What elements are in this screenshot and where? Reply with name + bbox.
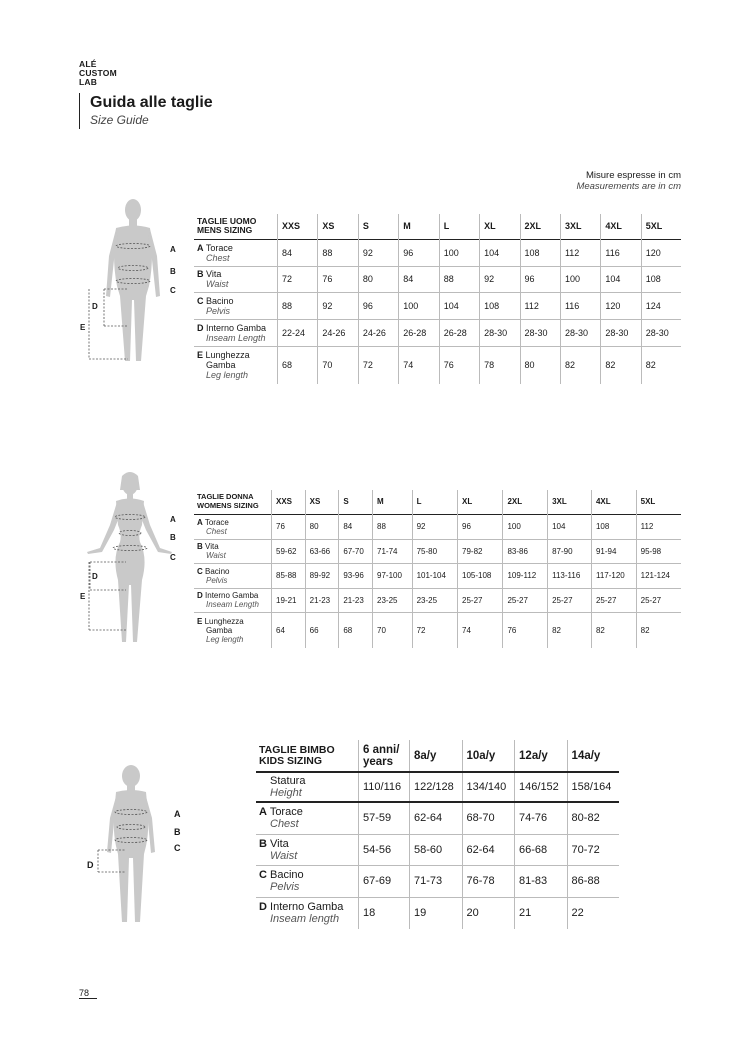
size-header: 5XL <box>640 497 656 507</box>
cell: 108 <box>520 239 560 266</box>
table-row <box>256 802 619 834</box>
page-subtitle: Size Guide <box>90 113 149 127</box>
row-label-text: Bacino <box>270 869 304 881</box>
women-marker-b: B <box>170 533 176 542</box>
row-label <box>256 865 359 897</box>
row-label-it <box>197 296 277 306</box>
cell: 122/128 <box>410 772 463 802</box>
men-marker-b: B <box>170 267 176 276</box>
size-header: 10a/y <box>462 740 515 772</box>
row-label-en: Waist <box>270 849 298 862</box>
cell: 58-60 <box>410 834 463 865</box>
row-label-en: Leg length <box>206 370 249 381</box>
cell: 86-88 <box>571 875 600 887</box>
cell: 62-64 <box>410 802 463 834</box>
cell: 113-116 <box>548 563 592 588</box>
cell: 70-72 <box>571 843 600 856</box>
size-header: 3XL <box>560 214 600 239</box>
cell: 104 <box>548 514 592 539</box>
row-label-text: Interno Gamba <box>205 591 259 600</box>
size-header: 5XL <box>645 221 663 232</box>
row-letter: D <box>197 591 203 600</box>
size-header: S <box>339 490 373 514</box>
row-letter: E <box>197 350 204 361</box>
cell: 96 <box>458 514 503 539</box>
size-header: M <box>399 214 439 239</box>
row-label-it <box>259 806 358 818</box>
cell: 82 <box>560 346 600 384</box>
kids-marker-b: B <box>174 827 181 837</box>
kids-marker-d: D <box>87 860 94 870</box>
cell: 24-26 <box>318 319 358 346</box>
units-note <box>576 170 681 192</box>
table-row <box>194 563 681 588</box>
table-row <box>256 865 619 897</box>
cell: 82 <box>601 346 641 384</box>
row-label-en: Inseam Length <box>206 332 266 343</box>
men-marker-a: A <box>170 245 176 254</box>
row-letter: A <box>197 242 204 253</box>
row-label-line2: Gamba <box>206 625 233 635</box>
row-label <box>194 239 278 266</box>
cell: 74 <box>458 612 503 648</box>
men-table-heading <box>194 214 278 239</box>
cell: 63-66 <box>305 539 339 563</box>
table-row <box>194 588 681 612</box>
cell: 104 <box>480 239 520 266</box>
cell: 68 <box>278 346 318 384</box>
table-row <box>256 834 619 865</box>
table-row <box>194 239 681 266</box>
row-label-it <box>259 869 358 881</box>
row-label <box>194 346 278 384</box>
row-label-it <box>197 617 271 626</box>
row-label-it <box>197 591 271 600</box>
cell: 70 <box>318 346 358 384</box>
cell: 28-30 <box>645 327 669 338</box>
row-label-text: Torace <box>204 517 229 527</box>
cell: 146/152 <box>515 772 568 802</box>
cell: 68 <box>339 612 373 648</box>
cell: 110/116 <box>359 772 410 802</box>
women-silhouette <box>80 470 180 650</box>
cell: 19 <box>410 897 463 929</box>
row-label-it <box>197 243 277 253</box>
cell: 28-30 <box>520 319 560 346</box>
row-label-it <box>197 518 271 527</box>
row-label-it <box>197 350 277 360</box>
cell: 88 <box>278 292 318 319</box>
cell: 84 <box>339 514 373 539</box>
men-marker-d: D <box>92 302 98 311</box>
size-header: XS <box>318 214 358 239</box>
cell: 104 <box>439 292 479 319</box>
row-label-en: Inseam length <box>270 913 340 926</box>
page-number: 78 <box>79 988 90 998</box>
table-row <box>194 292 681 319</box>
cell: 89-92 <box>305 563 339 588</box>
cell: 108 <box>645 274 661 284</box>
table-header-row <box>194 214 681 239</box>
row-label-en: Leg length <box>206 634 244 644</box>
row-label <box>194 563 272 588</box>
cell: 74-76 <box>515 802 568 834</box>
size-header: 14a/y <box>571 749 601 762</box>
row-label <box>194 588 272 612</box>
title-block <box>79 93 213 129</box>
row-letter: A <box>197 517 203 527</box>
row-label-en: Pelvis <box>270 881 300 893</box>
cell: 18 <box>359 897 410 929</box>
cell: 80 <box>520 346 560 384</box>
row-label-en: Chest <box>206 252 230 263</box>
cell: 25-27 <box>548 588 592 612</box>
row-label-text: Bacino <box>206 295 234 306</box>
row-label-it <box>197 567 271 576</box>
women-marker-e: E <box>80 592 86 601</box>
cell: 100 <box>439 239 479 266</box>
women-marker-d: D <box>92 572 98 581</box>
row-letter: C <box>197 295 204 306</box>
row-letter: B <box>197 269 204 279</box>
cell: 76 <box>439 346 479 384</box>
cell: 62-64 <box>462 834 515 865</box>
size-header: 2XL <box>520 214 560 239</box>
cell: 76 <box>318 266 358 292</box>
table-row <box>256 772 619 802</box>
women-table-heading <box>194 490 272 514</box>
page-title: Guida alle taglie <box>90 94 213 111</box>
men-heading-it: TAGLIE UOMO <box>197 216 257 227</box>
row-letter: C <box>259 869 267 881</box>
cell: 76-78 <box>462 865 515 897</box>
cell: 59-62 <box>272 539 306 563</box>
size-header: 3XL <box>548 490 592 514</box>
men-heading-en: MENS SIZING <box>197 225 253 236</box>
cell: 28-30 <box>560 319 600 346</box>
row-label-text: Torace <box>205 242 233 253</box>
row-label-it <box>197 323 277 333</box>
row-label-en: Inseam Length <box>206 600 259 609</box>
row-label-text: Lunghezza <box>205 350 250 361</box>
cell: 82 <box>640 625 650 635</box>
table-row <box>194 514 681 539</box>
row-label-text: Torace <box>269 806 303 819</box>
cell: 74 <box>399 346 439 384</box>
women-marker-a: A <box>170 515 176 524</box>
size-header: 6 anni/ years <box>359 740 410 772</box>
row-label-en: Chest <box>270 818 299 831</box>
cell: 64 <box>272 612 306 648</box>
cell: 79-82 <box>458 539 503 563</box>
cell: 124 <box>645 300 661 311</box>
cell: 25-27 <box>640 595 662 605</box>
cell: 78 <box>480 346 520 384</box>
cell: 80 <box>305 514 339 539</box>
cell: 66-68 <box>515 834 568 865</box>
row-label-en: Chest <box>206 526 227 536</box>
row-label-it <box>197 542 271 551</box>
table-row <box>194 539 681 563</box>
cell: 82 <box>548 612 592 648</box>
cell: 25-27 <box>503 588 548 612</box>
cell: 87-90 <box>548 539 592 563</box>
cell: 21-23 <box>339 588 373 612</box>
row-letter: B <box>259 837 267 850</box>
size-header: L <box>439 214 479 239</box>
cell: 26-28 <box>439 319 479 346</box>
row-label-en: Height <box>270 787 302 799</box>
men-size-table <box>194 214 681 384</box>
cell: 21 <box>515 897 568 929</box>
cell: 85-88 <box>272 563 306 588</box>
table-header-row <box>194 490 681 514</box>
size-header: 2XL <box>503 490 548 514</box>
table-row <box>256 897 619 929</box>
cell: 71-74 <box>373 539 413 563</box>
row-label <box>194 292 278 319</box>
row-label <box>194 266 278 292</box>
cell: 100 <box>560 266 600 292</box>
row-label-text: Lunghezza <box>204 616 244 626</box>
cell: 22 <box>571 907 584 920</box>
size-header: M <box>373 490 413 514</box>
size-header: 12a/y <box>515 740 568 772</box>
row-label-en: Pelvis <box>206 305 231 316</box>
cell: 82 <box>591 612 636 648</box>
brand-line-1: ALÉ <box>79 59 97 69</box>
cell: 22-24 <box>278 319 318 346</box>
size-header: XXS <box>272 490 306 514</box>
row-label-text: Vita <box>206 269 222 279</box>
cell: 121-124 <box>640 571 670 580</box>
cell: 72 <box>278 266 318 292</box>
cell: 117-120 <box>591 563 636 588</box>
cell: 101-104 <box>412 563 457 588</box>
row-label-line2: Gamba <box>206 360 236 371</box>
row-label <box>256 834 359 865</box>
cell: 108 <box>480 292 520 319</box>
units-note-en: Measurements are in cm <box>576 181 681 192</box>
cell: 28-30 <box>480 319 520 346</box>
cell: 82 <box>645 360 656 371</box>
cell: 88 <box>373 514 413 539</box>
cell: 25-27 <box>591 588 636 612</box>
cell: 92 <box>480 266 520 292</box>
cell: 26-28 <box>399 319 439 346</box>
cell: 100 <box>503 514 548 539</box>
row-letter: D <box>197 322 204 333</box>
cell: 24-26 <box>358 319 398 346</box>
kids-heading-en: KIDS SIZING <box>259 754 323 767</box>
size-header: XS <box>305 490 339 514</box>
cell: 54-56 <box>359 834 410 865</box>
women-marker-c: C <box>170 553 176 562</box>
cell: 92 <box>358 239 398 266</box>
cell: 109-112 <box>503 563 548 588</box>
cell: 100 <box>399 292 439 319</box>
table-row <box>194 319 681 346</box>
brand-logo <box>79 60 117 87</box>
row-label-it <box>197 269 277 279</box>
cell: 120 <box>645 247 661 258</box>
row-label-text: Bacino <box>205 566 230 576</box>
cell: 67-70 <box>339 539 373 563</box>
cell: 80-82 <box>571 812 600 825</box>
row-label <box>194 514 272 539</box>
cell: 21-23 <box>305 588 339 612</box>
cell: 23-25 <box>412 588 457 612</box>
row-label-text: Vita <box>205 542 219 551</box>
row-label <box>194 612 272 648</box>
cell: 75-80 <box>412 539 457 563</box>
cell: 25-27 <box>458 588 503 612</box>
men-figure <box>80 196 180 368</box>
cell: 96 <box>358 292 398 319</box>
size-header: 4XL <box>601 214 641 239</box>
women-figure <box>80 470 180 650</box>
cell: 97-100 <box>373 563 413 588</box>
cell: 105-108 <box>458 563 503 588</box>
men-marker-e: E <box>80 323 86 332</box>
units-note-it: Misure espresse in cm <box>585 170 681 181</box>
cell: 112 <box>560 239 600 266</box>
row-letter: D <box>259 901 267 914</box>
row-letter: C <box>197 566 203 576</box>
cell: 95-98 <box>640 546 662 556</box>
cell: 80 <box>358 266 398 292</box>
cell: 83-86 <box>503 539 548 563</box>
row-label-text: Interno Gamba <box>206 322 267 333</box>
row-label <box>256 772 359 802</box>
cell: 70 <box>373 612 413 648</box>
cell: 112 <box>640 522 654 531</box>
cell: 19-21 <box>272 588 306 612</box>
men-marker-c: C <box>170 286 176 295</box>
women-size-table <box>194 490 681 648</box>
cell: 57-59 <box>359 802 410 834</box>
kids-heading-it: TAGLIE BIMBO <box>259 743 335 756</box>
kids-marker-c: C <box>174 843 181 853</box>
cell: 28-30 <box>601 319 641 346</box>
cell: 72 <box>412 612 457 648</box>
row-label <box>256 897 359 929</box>
cell: 76 <box>503 612 548 648</box>
women-heading-en: WOMENS SIZING <box>197 500 259 510</box>
page-number-rule <box>79 998 97 999</box>
cell: 23-25 <box>373 588 413 612</box>
table-header-row <box>256 740 619 772</box>
kids-silhouette <box>88 762 168 932</box>
row-letter: A <box>259 806 267 819</box>
row-label <box>194 539 272 563</box>
row-label-text: Interno Gamba <box>270 901 344 914</box>
row-label-en: Waist <box>206 551 226 560</box>
cell: 76 <box>272 514 306 539</box>
row-label-en: Waist <box>206 279 229 289</box>
cell: 108 <box>591 514 636 539</box>
cell: 92 <box>318 292 358 319</box>
kids-marker-a: A <box>174 809 181 819</box>
cell: 96 <box>399 239 439 266</box>
cell: 112 <box>520 292 560 319</box>
size-header: 8a/y <box>410 740 463 772</box>
row-label-text: Vita <box>270 837 289 850</box>
kids-size-table <box>256 740 619 929</box>
row-label-en: Pelvis <box>206 575 228 585</box>
kids-figure <box>88 762 168 932</box>
size-header: S <box>358 214 398 239</box>
row-label-text: Statura <box>270 775 306 787</box>
cell: 20 <box>462 897 515 929</box>
table-row <box>194 612 681 648</box>
cell: 81-83 <box>515 865 568 897</box>
cell: 71-73 <box>410 865 463 897</box>
row-label <box>256 802 359 834</box>
cell: 96 <box>520 266 560 292</box>
table-row <box>194 266 681 292</box>
cell: 88 <box>439 266 479 292</box>
cell: 134/140 <box>462 772 515 802</box>
kids-table-heading <box>256 740 359 772</box>
brand-line-2: CUSTOM <box>79 68 117 78</box>
cell: 88 <box>318 239 358 266</box>
cell: 120 <box>601 292 641 319</box>
cell: 93-96 <box>339 563 373 588</box>
row-label-it <box>259 901 358 913</box>
cell: 92 <box>412 514 457 539</box>
brand-line-3: LAB <box>79 77 98 87</box>
cell: 66 <box>305 612 339 648</box>
row-label-it <box>259 838 358 850</box>
row-letter: E <box>197 616 203 626</box>
table-row <box>194 346 681 384</box>
size-header: 4XL <box>591 490 636 514</box>
size-header: XL <box>458 490 503 514</box>
women-heading-it: TAGLIE DONNA <box>197 492 254 502</box>
cell: 104 <box>601 266 641 292</box>
cell: 72 <box>358 346 398 384</box>
cell: 68-70 <box>462 802 515 834</box>
cell: 91-94 <box>591 539 636 563</box>
size-header: L <box>412 490 457 514</box>
cell: 116 <box>560 292 600 319</box>
row-label <box>194 319 278 346</box>
cell: 84 <box>399 266 439 292</box>
men-silhouette <box>80 196 180 368</box>
cell: 158/164 <box>571 781 612 793</box>
size-header: XXS <box>278 214 318 239</box>
row-letter: B <box>197 542 203 551</box>
cell: 67-69 <box>359 865 410 897</box>
size-header: XL <box>480 214 520 239</box>
cell: 116 <box>601 239 641 266</box>
cell: 84 <box>278 239 318 266</box>
